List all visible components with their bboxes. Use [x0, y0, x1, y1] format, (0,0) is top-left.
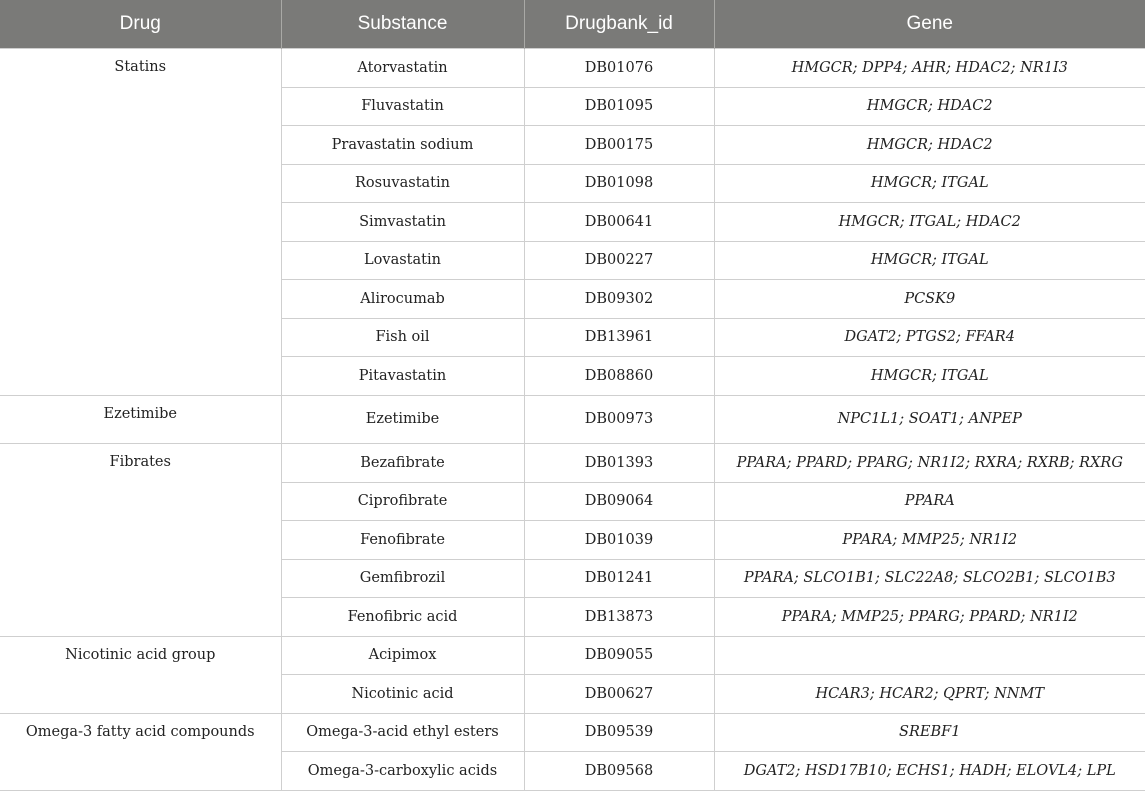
gene-cell: HCAR3; HCAR2; QPRT; NNMT	[714, 675, 1145, 714]
drugbank-id-cell: DB09055	[524, 636, 714, 675]
gene-cell: PCSK9	[714, 280, 1145, 319]
substance-cell: Gemfibrozil	[281, 559, 524, 598]
gene-cell	[714, 636, 1145, 675]
drugbank-id-cell: DB01098	[524, 164, 714, 203]
gene-cell: NPC1L1; SOAT1; ANPEP	[714, 395, 1145, 444]
substance-cell: Atorvastatin	[281, 49, 524, 88]
drugbank-id-cell: DB00627	[524, 675, 714, 714]
gene-cell: PPARA; PPARD; PPARG; NR1I2; RXRA; RXRB; RXRG	[714, 444, 1145, 483]
substance-cell: Fish oil	[281, 318, 524, 357]
drugbank-id-cell: DB00641	[524, 203, 714, 242]
substance-cell: Simvastatin	[281, 203, 524, 242]
substance-cell: Pitavastatin	[281, 357, 524, 396]
substance-cell: Fluvastatin	[281, 87, 524, 126]
drug-group-cell: Omega-3 fatty acid compounds	[0, 713, 281, 790]
gene-cell: HMGCR; HDAC2	[714, 126, 1145, 165]
drugbank-id-cell: DB00973	[524, 395, 714, 444]
gene-cell: HMGCR; DPP4; AHR; HDAC2; NR1I3	[714, 49, 1145, 88]
gene-cell: HMGCR; ITGAL	[714, 164, 1145, 203]
drugbank-id-cell: DB01039	[524, 521, 714, 560]
header-drug: Drug	[0, 0, 281, 49]
substance-cell: Acipimox	[281, 636, 524, 675]
table-row	[0, 444, 1145, 483]
gene-cell: PPARA; MMP25; PPARG; PPARD; NR1I2	[714, 598, 1145, 637]
gene-cell: PPARA	[714, 482, 1145, 521]
header-drugbank-id: Drugbank_id	[524, 0, 714, 49]
substance-cell: Fenofibric acid	[281, 598, 524, 637]
substance-cell: Ciprofibrate	[281, 482, 524, 521]
table-row	[0, 713, 1145, 752]
gene-cell: HMGCR; ITGAL	[714, 357, 1145, 396]
drug-group-cell: Fibrates	[0, 444, 281, 637]
drugbank-id-cell: DB00227	[524, 241, 714, 280]
table-row	[0, 636, 1145, 675]
drugbank-id-cell: DB01095	[524, 87, 714, 126]
gene-cell: SREBF1	[714, 713, 1145, 752]
table-body	[0, 49, 1145, 791]
drugbank-id-cell: DB01076	[524, 49, 714, 88]
substance-cell: Nicotinic acid	[281, 675, 524, 714]
gene-cell: PPARA; MMP25; NR1I2	[714, 521, 1145, 560]
gene-cell: HMGCR; ITGAL	[714, 241, 1145, 280]
gene-cell: HMGCR; ITGAL; HDAC2	[714, 203, 1145, 242]
drug-group-cell: Ezetimibe	[0, 395, 281, 444]
drug-group-cell: Statins	[0, 49, 281, 396]
substance-cell: Alirocumab	[281, 280, 524, 319]
substance-cell: Omega-3-carboxylic acids	[281, 752, 524, 791]
drugbank-id-cell: DB13873	[524, 598, 714, 637]
substance-cell: Omega-3-acid ethyl esters	[281, 713, 524, 752]
table-row	[0, 49, 1145, 88]
drugbank-id-cell: DB01241	[524, 559, 714, 598]
gene-cell: HMGCR; HDAC2	[714, 87, 1145, 126]
drugbank-id-cell: DB08860	[524, 357, 714, 396]
drugbank-id-cell: DB09064	[524, 482, 714, 521]
substance-cell: Bezafibrate	[281, 444, 524, 483]
substance-cell: Fenofibrate	[281, 521, 524, 560]
drug-group-cell: Nicotinic acid group	[0, 636, 281, 713]
substance-cell: Rosuvastatin	[281, 164, 524, 203]
table-row	[0, 395, 1145, 444]
substance-cell: Ezetimibe	[281, 395, 524, 444]
substance-cell: Lovastatin	[281, 241, 524, 280]
gene-cell: PPARA; SLCO1B1; SLC22A8; SLCO2B1; SLCO1B3	[714, 559, 1145, 598]
gene-cell: DGAT2; HSD17B10; ECHS1; HADH; ELOVL4; LPL	[714, 752, 1145, 791]
header-row	[0, 0, 1145, 49]
substance-cell: Pravastatin sodium	[281, 126, 524, 165]
header-substance: Substance	[281, 0, 524, 49]
header-gene: Gene	[714, 0, 1145, 49]
drugbank-id-cell: DB13961	[524, 318, 714, 357]
drugbank-id-cell: DB00175	[524, 126, 714, 165]
drugbank-id-cell: DB09302	[524, 280, 714, 319]
drugbank-id-cell: DB09568	[524, 752, 714, 791]
drugbank-id-cell: DB01393	[524, 444, 714, 483]
gene-cell: DGAT2; PTGS2; FFAR4	[714, 318, 1145, 357]
drugbank-id-cell: DB09539	[524, 713, 714, 752]
